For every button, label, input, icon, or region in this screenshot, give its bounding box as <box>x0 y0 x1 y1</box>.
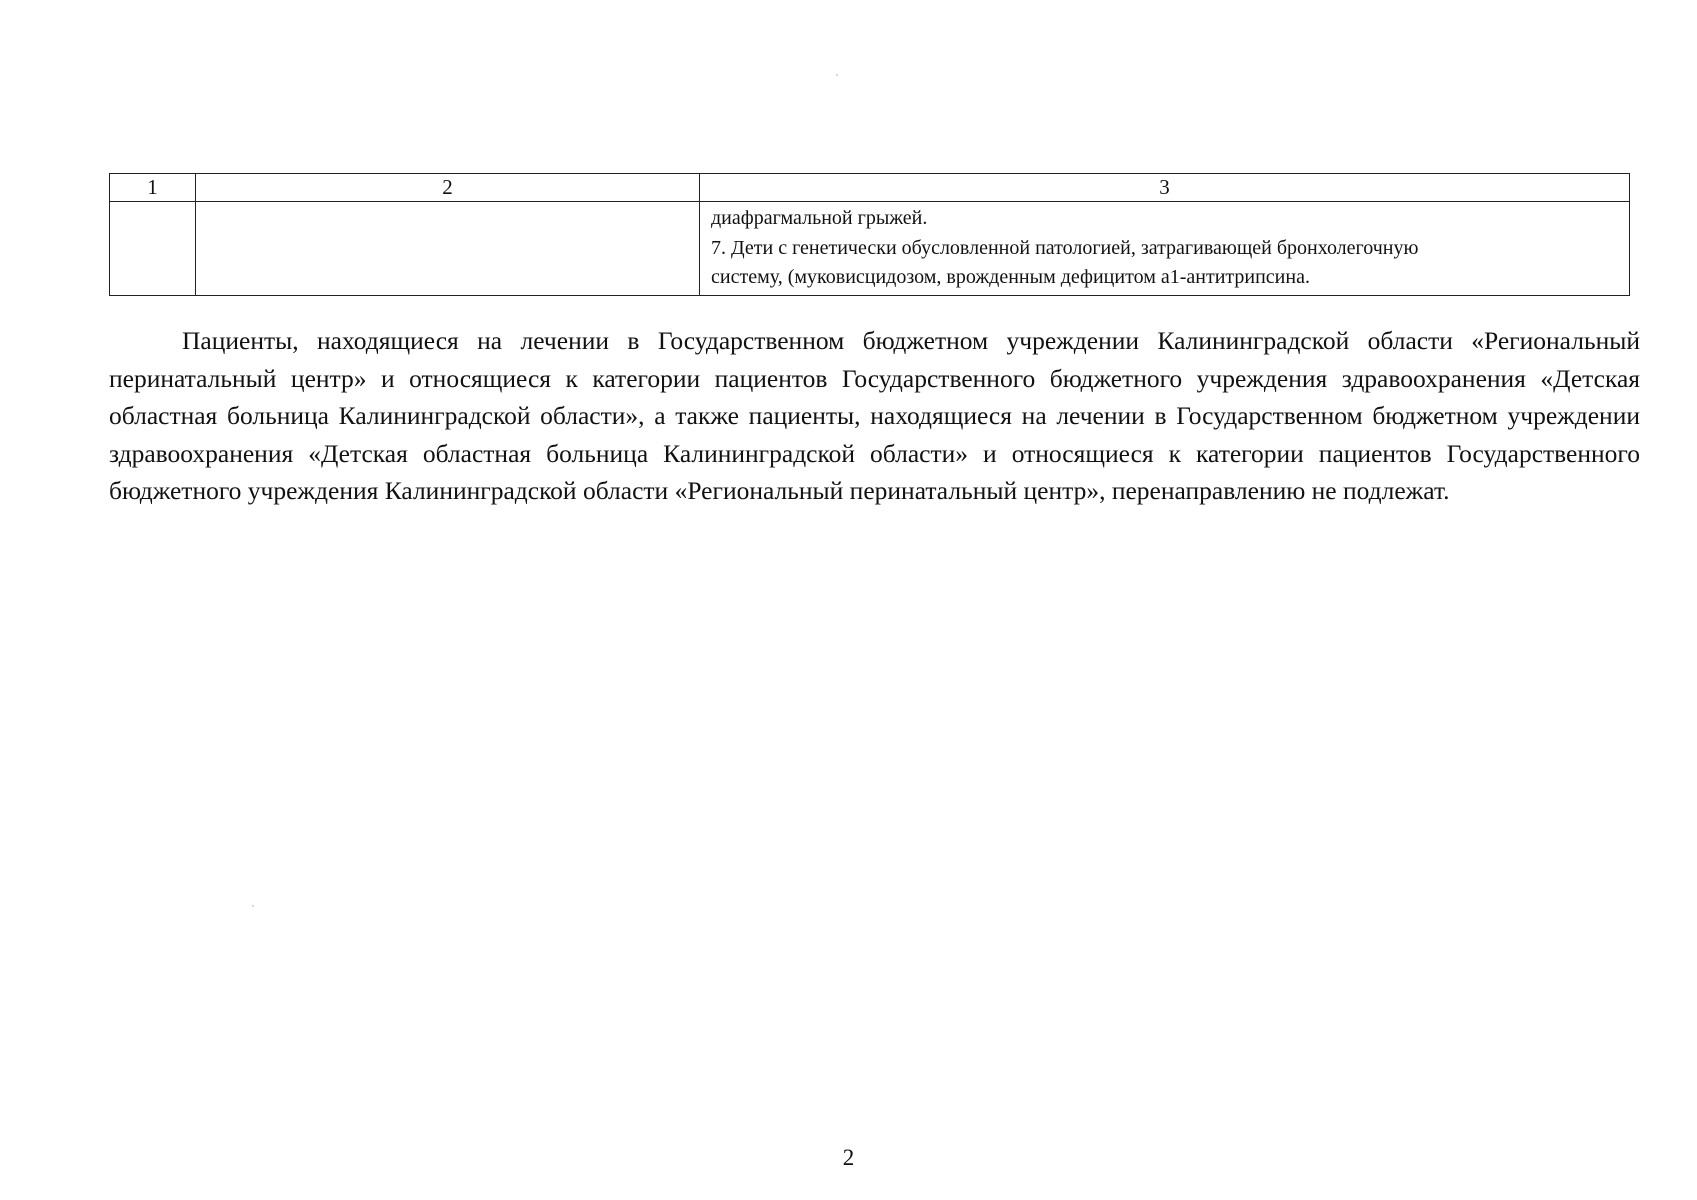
table-row <box>110 202 1630 296</box>
cell-text-line: 7. Дети с генетически обусловленной патологией, затрагивающей бронхолегочную <box>711 236 1419 259</box>
table-cell-col3-content <box>700 202 1629 295</box>
table-cell-col2 <box>196 202 700 296</box>
page-number: 2 <box>842 1145 855 1170</box>
table-header-row <box>110 174 1630 202</box>
data-table <box>109 173 1630 296</box>
cell-text-line: систему, (муковисцидозом, врожденным дефицитом а1-антитрипсина. <box>711 266 1310 288</box>
scan-artifact <box>836 74 838 76</box>
table-cell-col2-text <box>196 202 699 206</box>
table-header-cell-2: 2 <box>196 174 700 202</box>
cell-text-line: диафрагмальной грыжей. <box>711 207 928 229</box>
scan-artifact <box>252 905 254 907</box>
table-cell-col3 <box>700 202 1630 296</box>
table-cell-col1-text <box>110 202 195 206</box>
table-cell-col1 <box>110 202 196 296</box>
table-header-cell-1: 1 <box>110 174 196 202</box>
table-header-cell-3: 3 <box>700 174 1630 202</box>
body-paragraph: Пациенты, находящиеся на лечении в Государственном бюджетном учреждении Калининградской области «Региональный перинатальный центр» и относящиеся к категории пациентов Государственного бюджетного учреждения здравоохранения «Детская областная больница Калининградской области», а также пациенты, находящиеся на лечении в Государственном бюджетном учреждении здравоохранения «Детская областная больница Калининградской области» и относящиеся к категории пациентов Государственного бюджетного учреждения Калининградской области «Региональный перинатальный центр», перенаправлению не подлежат. <box>109 326 1640 505</box>
